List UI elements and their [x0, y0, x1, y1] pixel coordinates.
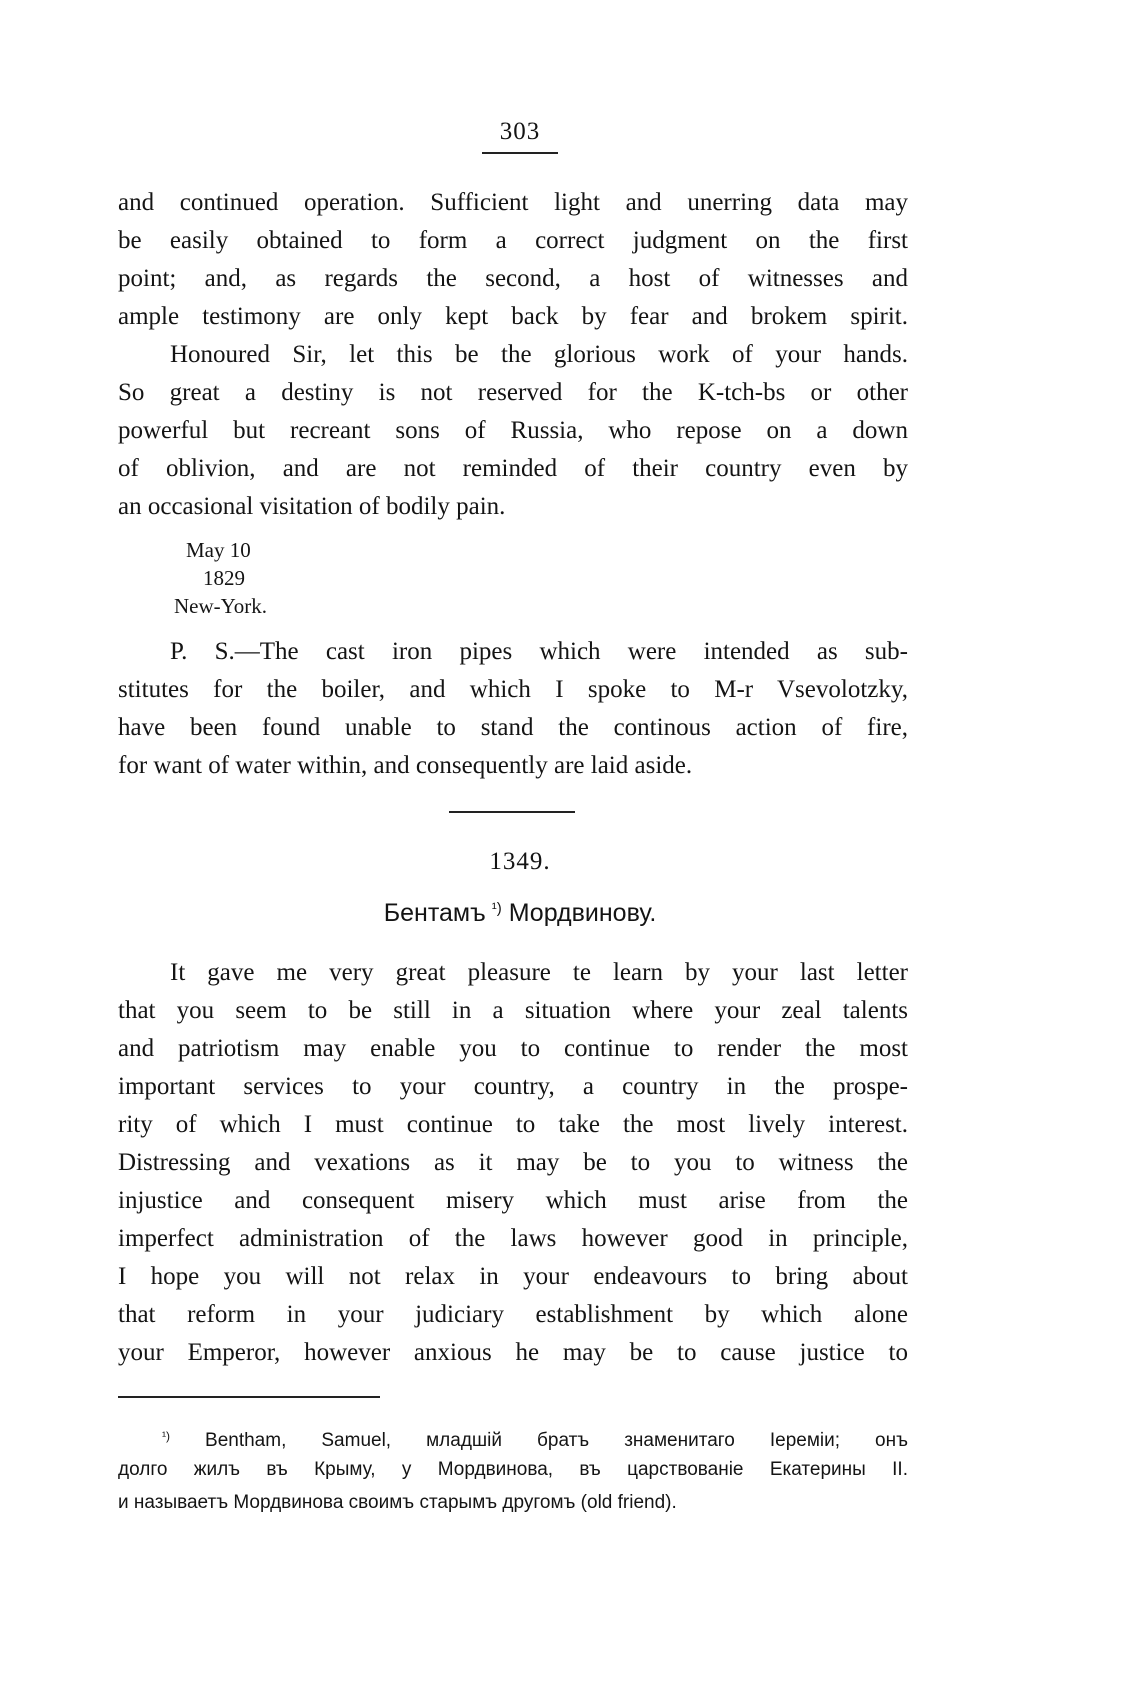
text-line: have been found unable to stand the continous action of fire,	[118, 714, 908, 741]
footnote-line	[118, 1420, 908, 1453]
text-line: P. S.—The cast iron pipes which were intended as sub-	[170, 638, 908, 665]
text-line: injustice and consequent misery which must arise from the	[118, 1187, 908, 1214]
text-line: I hope you will not relax in your endeavours to bring about	[118, 1263, 908, 1290]
footnote-rule	[118, 1396, 380, 1398]
page-number: 303	[499, 118, 541, 145]
letter-number: 1349.	[489, 848, 551, 875]
text-line: that you seem to be still in a situation where your zeal talents	[118, 997, 908, 1024]
text-line: of oblivion, and are not reminded of their country even by	[118, 455, 908, 482]
text-line: an occasional visitation of bodily pain.	[118, 493, 506, 520]
text-line: powerful but recreant sons of Russia, who repose on a down	[118, 417, 908, 444]
text-line: important services to your country, a country in the prospe-	[118, 1073, 908, 1100]
letter-heading	[320, 899, 720, 928]
text-line: imperfect administration of the laws however good in principle,	[118, 1225, 908, 1252]
signature-place: New-York.	[174, 594, 267, 618]
footnote-line: и называетъ Мордвинова своимъ старымъ другомъ (old friend).	[118, 1492, 677, 1513]
text-line: Honoured Sir, let this be the glorious work of your hands.	[170, 341, 908, 368]
letter-body	[118, 954, 908, 1372]
letter-recipient: Мордвинову.	[508, 899, 657, 927]
text-line: and continued operation. Sufficient light and unerring data may	[118, 189, 908, 216]
text-line: and patriotism may enable you to continue to render the most	[118, 1035, 908, 1062]
text-line: that reform in your judiciary establishment by which alone	[118, 1301, 908, 1328]
paragraph-honoured-sir	[118, 336, 908, 526]
footnote-text: Bentham, Samuel, младшій братъ знаменитаго Іереміи; онъ	[205, 1430, 908, 1451]
footnote	[118, 1420, 908, 1519]
letter-sender: Бентамъ	[383, 899, 486, 927]
text-line: point; and, as regards the second, a host of witnesses and	[118, 265, 908, 292]
footnote-line: долго жилъ въ Крыму, у Мордвинова, въ царствованіе Екатерины II.	[118, 1459, 908, 1480]
text-line: Distressing and vexations as it may be to you to witness the	[118, 1149, 908, 1176]
text-line: be easily obtained to form a correct judgment on the first	[118, 227, 908, 254]
text-line: stitutes for the boiler, and which I spoke to M-r Vsevolotzky,	[118, 676, 908, 703]
text-line: So great a destiny is not reserved for the K-tch-bs or other	[118, 379, 908, 406]
text-line: It gave me very great pleasure te learn by your last letter	[170, 959, 908, 986]
footnote-reference: ¹)	[491, 900, 502, 917]
text-line: your Emperor, however anxious he may be to cause justice to	[118, 1339, 908, 1366]
page-number-underline	[482, 152, 558, 154]
postscript	[118, 633, 908, 785]
signature-year: 1829	[203, 566, 245, 590]
paragraph-continued-operation	[118, 184, 908, 336]
text-line: for want of water within, and consequently are laid aside.	[118, 752, 693, 779]
section-divider	[449, 811, 575, 813]
footnote-marker: ¹)	[162, 1429, 170, 1443]
text-line: ample testimony are only kept back by fear and brokem spirit.	[118, 303, 908, 330]
text-line: rity of which I must continue to take the most lively interest.	[118, 1111, 908, 1138]
signature-date: May 10	[186, 538, 251, 562]
